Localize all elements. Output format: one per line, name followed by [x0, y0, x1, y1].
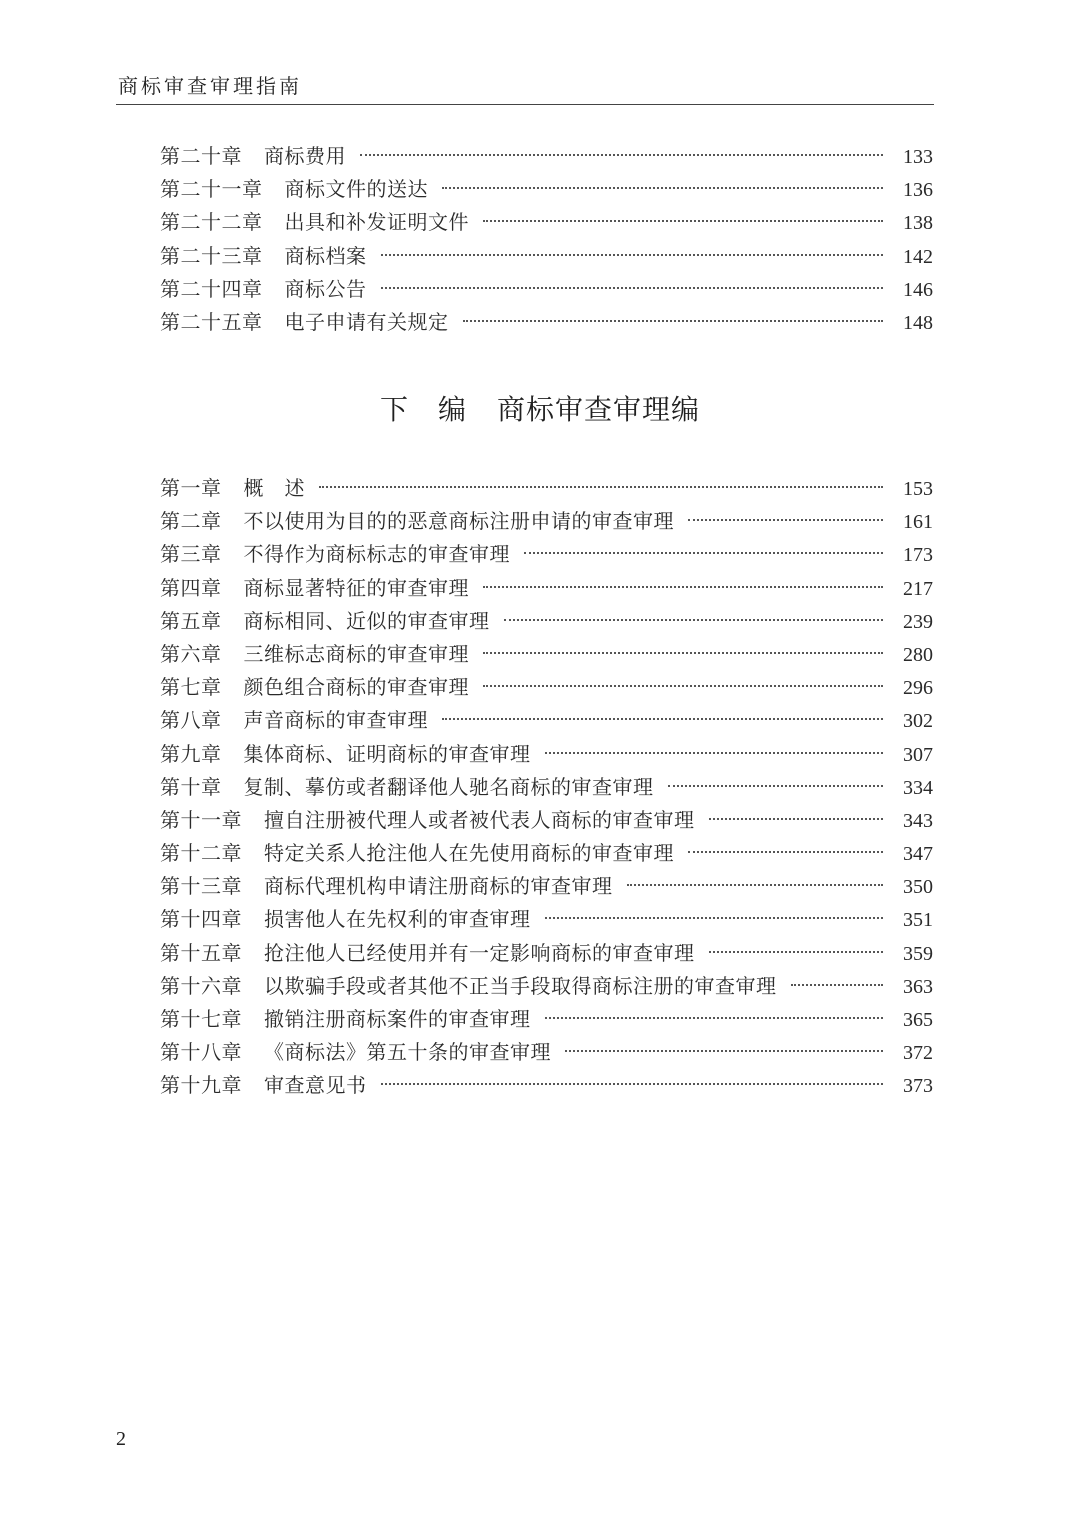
- toc-chapter-label: 第六章: [160, 641, 222, 666]
- toc-chapter-label: 第二十章: [160, 144, 242, 168]
- toc-entry: [160, 870, 933, 903]
- toc-entry: [160, 472, 933, 505]
- toc-page-number: 373: [903, 1075, 933, 1098]
- section-heading: [0, 388, 1080, 428]
- toc-dot-leader: [688, 519, 883, 521]
- toc-chapter-label: 第十六章: [160, 973, 242, 998]
- section-part: 下 编: [379, 393, 467, 426]
- toc-dot-leader: [483, 652, 883, 654]
- toc-chapter-title: 商标费用: [264, 144, 346, 168]
- running-header-title: 商标审查审理指南: [118, 74, 302, 98]
- toc-dot-leader: [463, 320, 884, 322]
- toc-entry: [160, 273, 933, 306]
- toc-page-number: 365: [903, 1009, 933, 1031]
- section-title: 商标审查审理编: [497, 393, 701, 426]
- toc-chapter-title: 不得作为商标标志的审查审理: [243, 542, 510, 567]
- toc-chapter-label: 第十二章: [160, 841, 242, 866]
- toc-page-number: 296: [903, 677, 933, 700]
- toc-chapter-title: 撤销注册商标案件的审查审理: [264, 1007, 531, 1031]
- toc-chapter-title: 以欺骗手段或者其他不正当手段取得商标注册的审查审理: [264, 973, 777, 998]
- toc-chapter-label: 第十一章: [160, 807, 242, 832]
- toc-dot-leader: [483, 220, 883, 222]
- toc-page-number: 302: [903, 710, 933, 733]
- toc-chapter-label: 第三章: [160, 542, 222, 567]
- toc-dot-leader: [442, 187, 883, 189]
- toc-dot-leader: [565, 1050, 883, 1052]
- toc-chapter-label: 第二章: [160, 509, 222, 534]
- toc-chapter-title: 概 述: [243, 476, 305, 500]
- toc-entry: [160, 572, 933, 605]
- toc-chapter-title: 商标代理机构申请注册商标的审查审理: [264, 874, 613, 899]
- toc-entry: [160, 173, 933, 206]
- toc-entry: [160, 505, 933, 538]
- toc-chapter-title: 审查意见书: [264, 1073, 367, 1098]
- toc-chapter-title: 商标档案: [284, 243, 367, 268]
- toc-chapter-label: 第四章: [160, 575, 222, 600]
- page-number: 2: [116, 1428, 126, 1450]
- toc-dot-leader: [524, 552, 883, 554]
- toc-chapter-label: 第十四章: [160, 907, 242, 932]
- toc-entry: [160, 605, 933, 638]
- toc-entry: [160, 970, 933, 1003]
- toc-page-number: 363: [903, 975, 933, 998]
- toc-chapter-label: 第八章: [160, 708, 222, 733]
- toc-chapter-title: 集体商标、证明商标的审查审理: [243, 741, 531, 766]
- toc-entry: [160, 837, 933, 870]
- toc-page-number: 350: [903, 876, 933, 899]
- toc-dot-leader: [504, 619, 884, 621]
- toc-dot-leader: [627, 884, 884, 886]
- toc-page-number: 148: [903, 311, 933, 334]
- toc-chapter-title: 颜色组合商标的审查审理: [243, 675, 469, 700]
- toc-chapter-label: 第十九章: [160, 1073, 242, 1098]
- toc-chapter-label: 第十章: [160, 774, 222, 799]
- toc-chapter-title: 电子申请有关规定: [284, 309, 449, 334]
- toc-lower-list: [160, 472, 933, 1103]
- toc-chapter-title: 商标公告: [284, 276, 367, 301]
- toc-dot-leader: [360, 154, 883, 156]
- header-rule: [116, 104, 934, 105]
- toc-entry: [160, 1069, 933, 1102]
- toc-chapter-label: 第二十三章: [160, 243, 263, 268]
- toc-page-number: 334: [903, 776, 933, 799]
- toc-chapter-title: 商标相同、近似的审查审理: [243, 608, 490, 633]
- toc-page-number: 173: [903, 544, 933, 567]
- toc-chapter-label: 第十五章: [160, 940, 242, 965]
- toc-chapter-label: 第十七章: [160, 1007, 242, 1031]
- toc-page-number: 133: [903, 146, 933, 168]
- toc-entry: [160, 771, 933, 804]
- toc-page-number: 280: [903, 643, 933, 666]
- toc-entry: [160, 240, 933, 273]
- toc-chapter-label: 第二十一章: [160, 177, 263, 202]
- toc-page-number: 153: [903, 478, 933, 500]
- toc-chapter-title: 出具和补发证明文件: [284, 210, 469, 235]
- toc-dot-leader: [709, 951, 884, 953]
- toc-page-number: 347: [903, 843, 933, 866]
- toc-entry: [160, 671, 933, 704]
- toc-chapter-title: 《商标法》第五十条的审查审理: [264, 1040, 551, 1065]
- toc-chapter-label: 第二十四章: [160, 276, 263, 301]
- toc-chapter-title: 抢注他人已经使用并有一定影响商标的审查审理: [264, 940, 695, 965]
- toc-dot-leader: [688, 851, 883, 853]
- toc-dot-leader: [668, 785, 884, 787]
- toc-page-number: 138: [903, 212, 933, 235]
- toc-page-number: 372: [903, 1042, 933, 1065]
- toc-page-number: 146: [903, 278, 933, 301]
- toc-page-number: 217: [903, 577, 933, 600]
- toc-entry: [160, 206, 933, 239]
- toc-entry: [160, 738, 933, 771]
- toc-upper-list: [160, 140, 933, 339]
- toc-dot-leader: [709, 818, 884, 820]
- toc-entry: [160, 306, 933, 339]
- toc-dot-leader: [319, 486, 883, 488]
- toc-chapter-title: 商标文件的送达: [284, 177, 428, 202]
- toc-chapter-label: 第九章: [160, 741, 222, 766]
- toc-chapter-label: 第十八章: [160, 1040, 242, 1065]
- toc-dot-leader: [483, 586, 883, 588]
- toc-entry: [160, 638, 933, 671]
- toc-entry: [160, 1003, 933, 1036]
- toc-dot-leader: [791, 984, 884, 986]
- toc-entry: [160, 804, 933, 837]
- toc-chapter-label: 第七章: [160, 675, 222, 700]
- toc-chapter-label: 第一章: [160, 476, 222, 500]
- toc-chapter-title: 特定关系人抢注他人在先使用商标的审查审理: [264, 841, 674, 866]
- toc-chapter-title: 不以使用为目的的恶意商标注册申请的审查审理: [243, 509, 674, 534]
- toc-page-number: 359: [903, 942, 933, 965]
- toc-page-number: 136: [903, 179, 933, 202]
- toc-chapter-title: 商标显著特征的审查审理: [243, 575, 469, 600]
- toc-page-number: 239: [903, 610, 933, 633]
- toc-page-number: 142: [903, 245, 933, 268]
- toc-entry: [160, 1036, 933, 1069]
- toc-page-number: 343: [903, 809, 933, 832]
- toc-chapter-title: 擅自注册被代理人或者被代表人商标的审查审理: [264, 807, 695, 832]
- toc-entry: [160, 140, 933, 173]
- toc-chapter-label: 第五章: [160, 608, 222, 633]
- toc-page-number: 307: [903, 743, 933, 766]
- toc-entry: [160, 903, 933, 936]
- toc-entry: [160, 937, 933, 970]
- toc-dot-leader: [442, 718, 883, 720]
- toc-chapter-label: 第十三章: [160, 874, 242, 899]
- toc-dot-leader: [381, 1083, 884, 1085]
- toc-chapter-title: 损害他人在先权利的审查审理: [264, 907, 531, 932]
- toc-dot-leader: [545, 917, 884, 919]
- toc-page-number: 351: [903, 909, 933, 932]
- toc-chapter-label: 第二十二章: [160, 210, 263, 235]
- toc-dot-leader: [545, 752, 884, 754]
- toc-dot-leader: [483, 685, 883, 687]
- toc-entry: [160, 538, 933, 571]
- toc-dot-leader: [381, 287, 884, 289]
- toc-chapter-label: 第二十五章: [160, 309, 263, 334]
- toc-dot-leader: [381, 254, 884, 256]
- toc-entry: [160, 704, 933, 737]
- toc-dot-leader: [545, 1017, 884, 1019]
- toc-chapter-title: 声音商标的审查审理: [243, 708, 428, 733]
- toc-chapter-title: 复制、摹仿或者翻译他人驰名商标的审查审理: [243, 774, 654, 799]
- toc-chapter-title: 三维标志商标的审查审理: [243, 641, 469, 666]
- toc-page-number: 161: [903, 511, 933, 534]
